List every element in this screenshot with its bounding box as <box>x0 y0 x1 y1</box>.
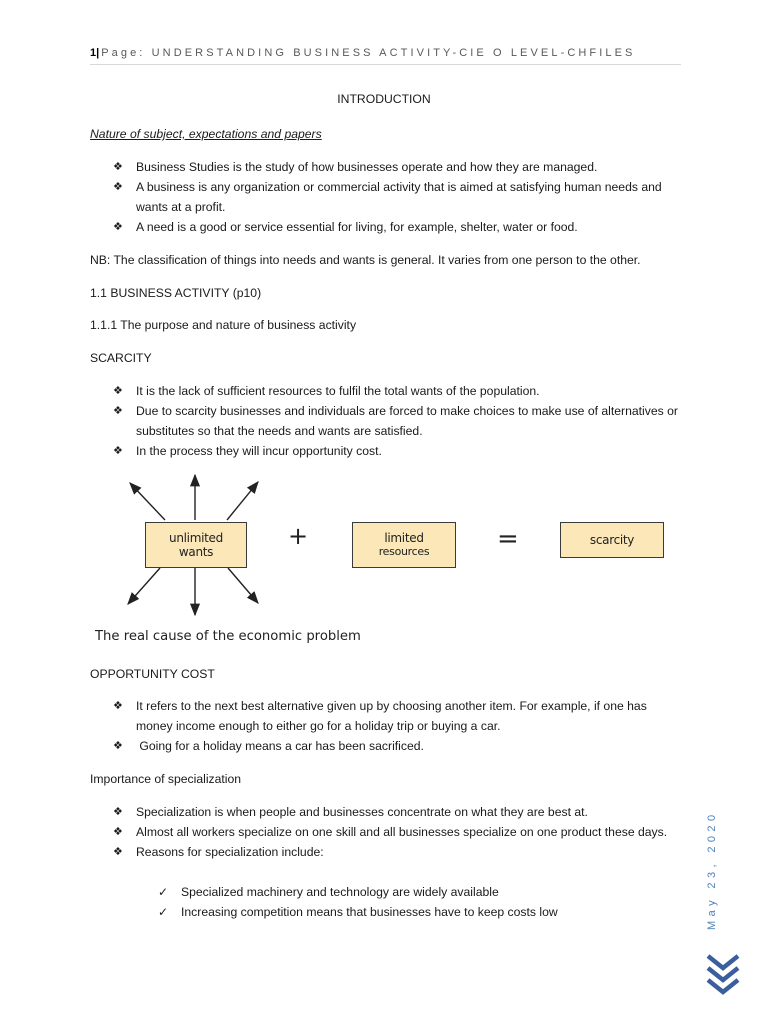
diamond-bullet-icon: ❖ <box>113 221 123 233</box>
opportunity-heading: OPPORTUNITY COST <box>90 667 215 681</box>
diamond-bullet-icon: ❖ <box>113 385 123 397</box>
diamond-bullet-icon: ❖ <box>113 700 123 712</box>
equals-sign: = <box>497 524 519 554</box>
side-date: May 23, 2020 <box>706 810 718 930</box>
unlimited-wants-box: unlimited wants <box>145 522 247 568</box>
diamond-bullet-icon: ❖ <box>113 806 123 818</box>
list-item: ✓ Increasing competition means that businesses have to keep costs low <box>158 902 558 922</box>
list-item: ❖ Business Studies is the study of how businesses operate and how they are managed. <box>113 157 683 177</box>
scarcity-bullet-list <box>113 381 683 461</box>
list-item: ❖ A business is any organization or commercial activity that is aimed at satisfying human needs and wants at a profit. <box>113 177 683 217</box>
nb-note: NB: The classification of things into needs and wants is general. It varies from one person to the other. <box>90 253 641 267</box>
list-item: ❖ It refers to the next best alternative given up by choosing another item. For example, if one has money income enough to either go for a holiday trip or buying a car. <box>113 696 683 736</box>
diamond-bullet-icon: ❖ <box>113 161 123 173</box>
scarcity-box: scarcity <box>560 522 664 558</box>
nature-bullet-list <box>113 157 683 237</box>
scarcity-diagram <box>90 470 680 620</box>
scarcity-heading: SCARCITY <box>90 351 152 365</box>
list-item: ❖ Almost all workers specialize on one skill and all businesses specialize on one product these days. <box>113 822 673 842</box>
arrow-down-right <box>228 568 258 603</box>
specialization-heading: Importance of specialization <box>90 772 242 786</box>
list-item: ✓ Specialized machinery and technology are widely available <box>158 882 558 902</box>
list-item: ❖ Specialization is when people and businesses concentrate on what they are best at. <box>113 802 673 822</box>
plus-sign: + <box>288 522 309 550</box>
check-icon: ✓ <box>158 905 169 919</box>
arrow-up-left <box>130 483 165 520</box>
arrow-up-right <box>227 482 258 520</box>
diamond-bullet-icon: ❖ <box>113 181 123 193</box>
list-item: ❖ Reasons for specialization include: <box>113 842 673 862</box>
header-text: Page: UNDERSTANDING BUSINESS ACTIVITY-CIE O LEVEL-CHFILES <box>101 47 636 59</box>
page-title: INTRODUCTION <box>337 92 431 106</box>
diamond-bullet-icon: ❖ <box>113 445 123 457</box>
list-item: ❖ In the process they will incur opportunity cost. <box>113 441 683 461</box>
purpose-heading: 1.1.1 The purpose and nature of business activity <box>90 318 357 332</box>
arrow-down-left <box>128 568 160 604</box>
limited-resources-box: limited resources <box>352 522 456 568</box>
diagram-caption: The real cause of the economic problem <box>95 629 361 644</box>
nature-heading: Nature of subject, expectations and papers <box>90 127 322 141</box>
page-number: 1 <box>90 47 97 59</box>
diamond-bullet-icon: ❖ <box>113 405 123 417</box>
chevron-down-icon <box>705 952 741 1000</box>
specialization-reasons-list <box>158 882 558 922</box>
business-activity-heading: 1.1 BUSINESS ACTIVITY (p10) <box>90 286 262 300</box>
header-separator: | <box>96 47 100 59</box>
opportunity-bullet-list <box>113 696 683 756</box>
diamond-bullet-icon: ❖ <box>113 740 123 752</box>
list-item: ❖ It is the lack of sufficient resources to fulfil the total wants of the population. <box>113 381 683 401</box>
specialization-bullet-list <box>113 802 673 862</box>
page-header <box>90 47 680 59</box>
list-item: ❖ Going for a holiday means a car has been sacrificed. <box>113 736 683 756</box>
list-item: ❖ Due to scarcity businesses and individuals are forced to make choices to make use of alternatives or substitutes so that the needs and wants are satisfied. <box>113 401 683 441</box>
check-icon: ✓ <box>158 885 169 899</box>
list-item: ❖ A need is a good or service essential for living, for example, shelter, water or food. <box>113 217 683 237</box>
header-rule <box>90 64 681 65</box>
diamond-bullet-icon: ❖ <box>113 846 123 858</box>
diamond-bullet-icon: ❖ <box>113 826 123 838</box>
